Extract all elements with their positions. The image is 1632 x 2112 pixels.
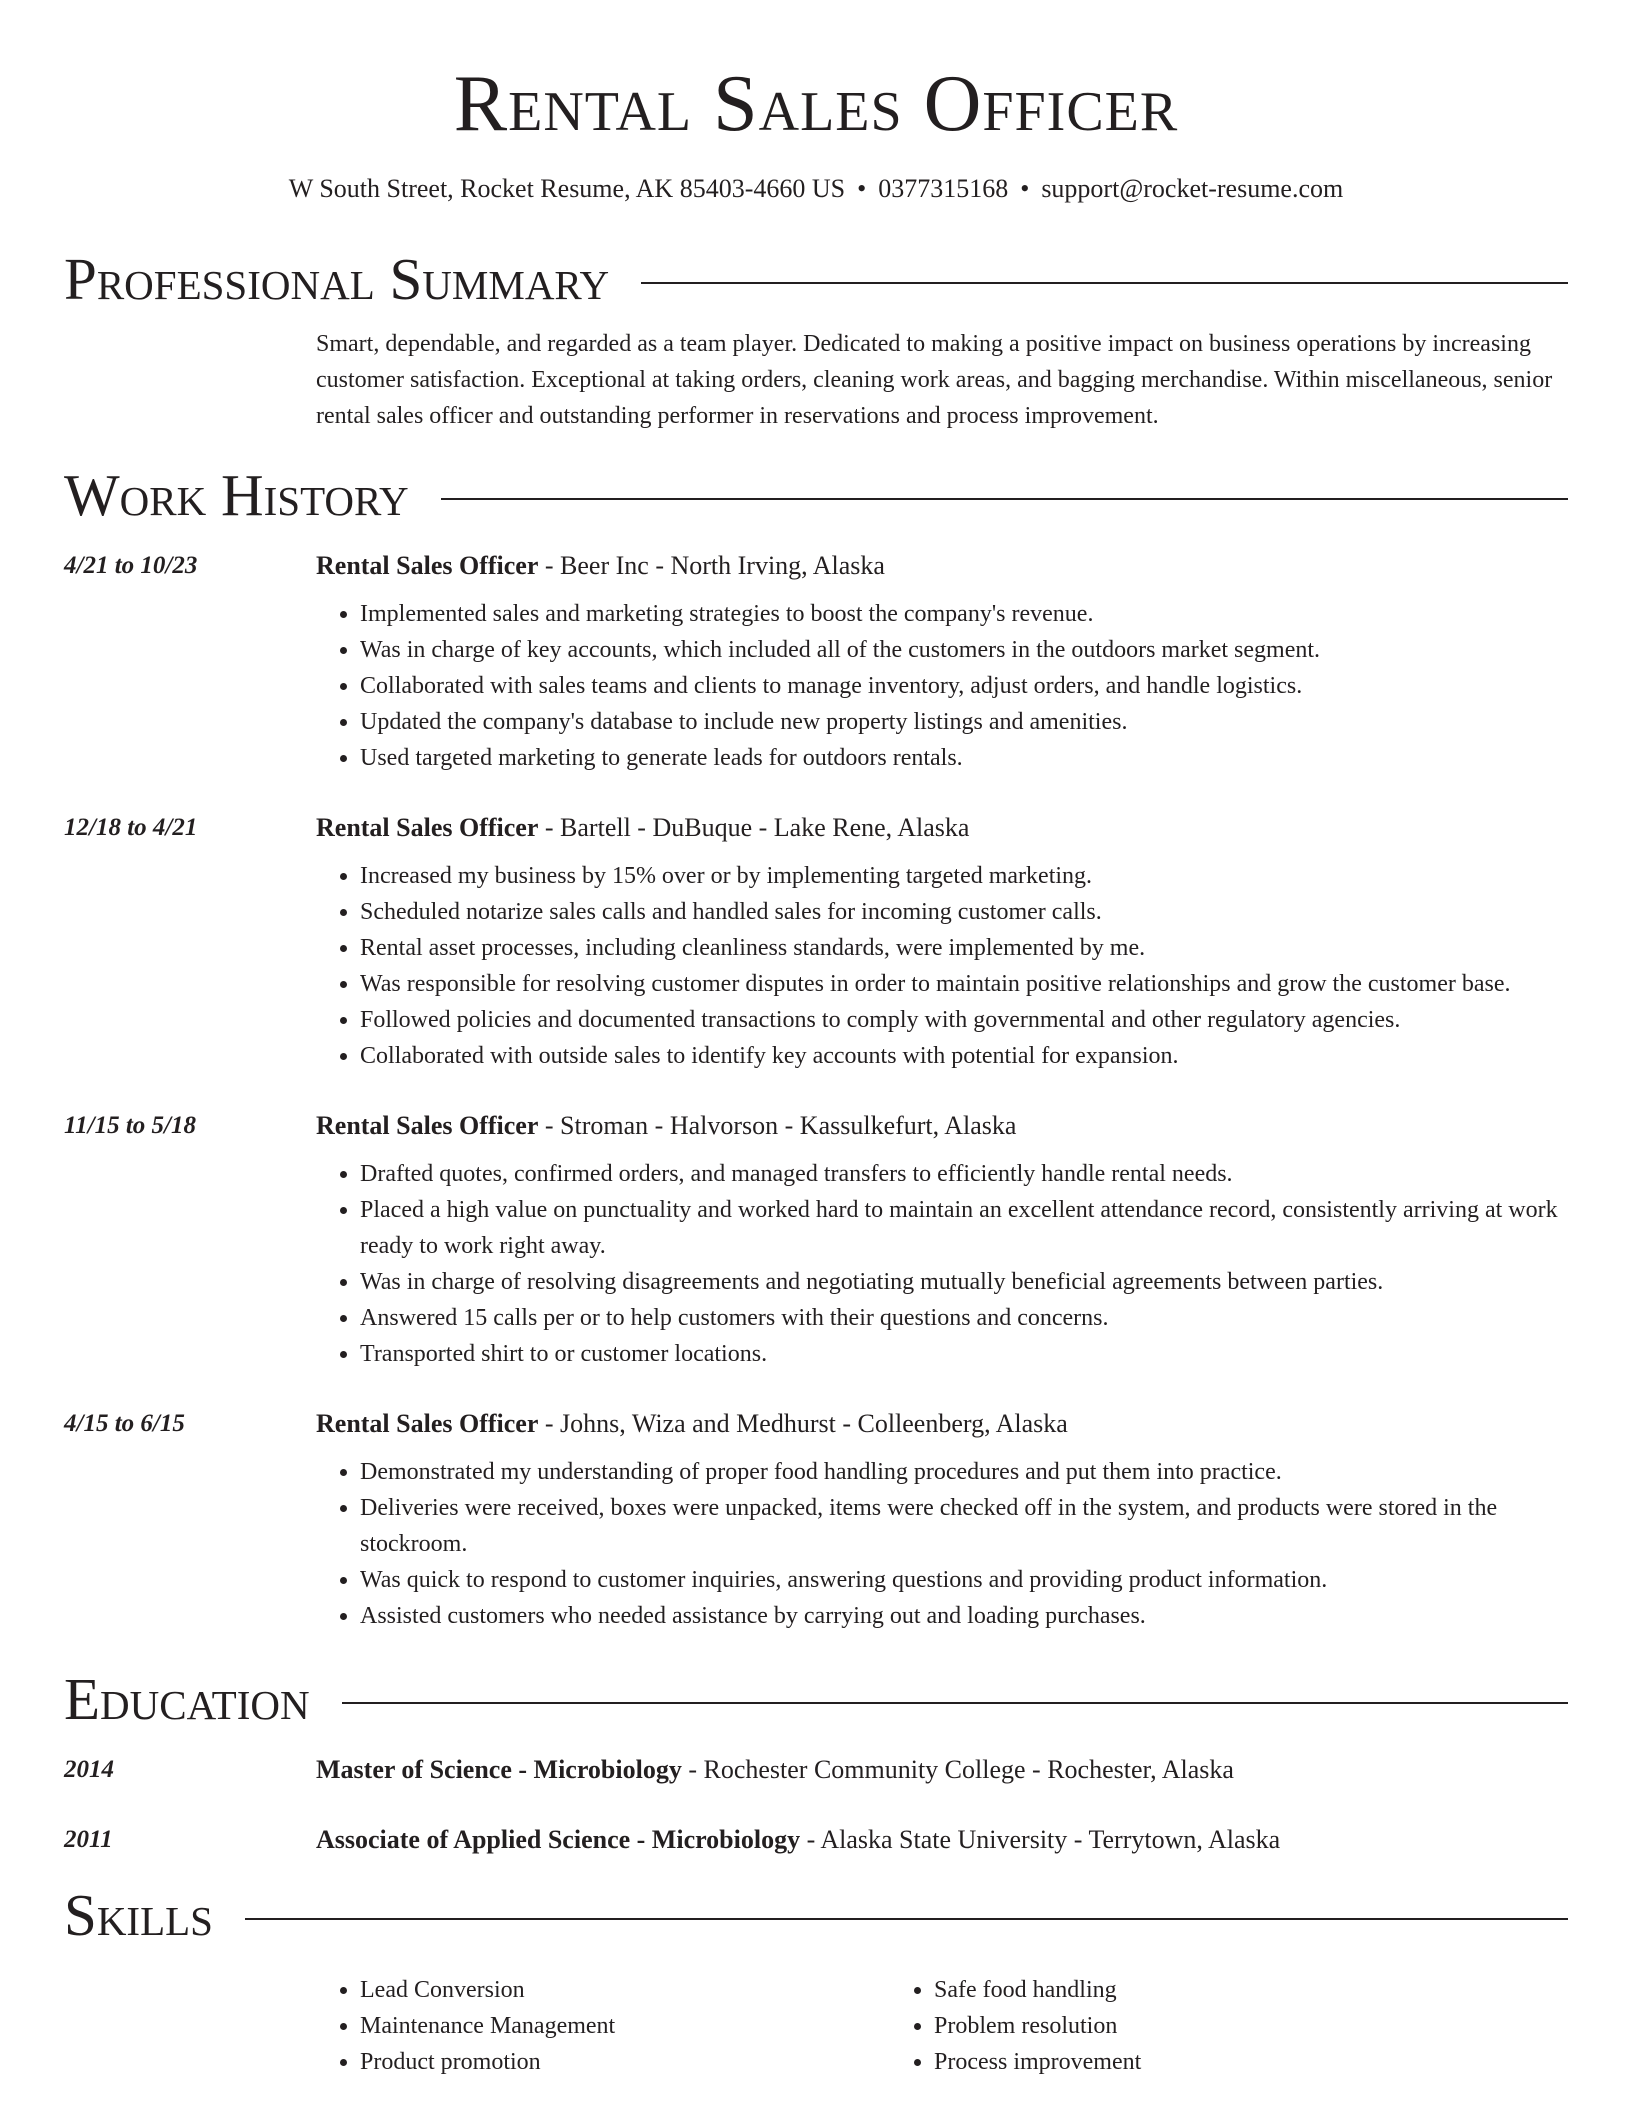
skill-item: • Product promotion: [360, 2044, 890, 2080]
section-divider: [245, 1918, 1568, 1920]
education-list: [64, 1752, 1568, 1858]
job-bullet: • Used targeted marketing to generate leads for outdoors rentals.: [360, 740, 1568, 776]
resume-name-title: Rental Sales Officer: [453, 60, 1179, 148]
education-details: - Alaska State University - Terrytown, Alaska: [800, 1825, 1281, 1854]
job-bullet: • Increased my business by 15% over or by implementing targeted marketing.: [360, 858, 1568, 894]
education-section-title: Education: [64, 1666, 310, 1732]
job-bullet: • Collaborated with sales teams and clients to manage inventory, adjust orders, and handle logistics.: [360, 668, 1568, 704]
job-dates: 4/21 to 10/23: [64, 552, 198, 579]
section-divider: [342, 1702, 1568, 1704]
job-role: Rental Sales Officer: [316, 813, 539, 842]
job-details: - Johns, Wiza and Medhurst - Colleenberg, Alaska: [538, 1409, 1068, 1438]
summary-text: Smart, dependable, and regarded as a team player. Dedicated to making a positive impact on business operations by increasing customer satisfaction. Exceptional at taking orders, cleaning work areas, and bagging merchandise. Within miscellaneous, senior rental sales officer and outstanding performer in reservations and process improvement.: [316, 331, 1553, 429]
job-bullet-list: [316, 1454, 1568, 1634]
job-bullet: • Rental asset processes, including cleanliness standards, were implemented by me.: [360, 930, 1568, 966]
job-bullet: • Drafted quotes, confirmed orders, and managed transfers to efficiently handle rental needs.: [360, 1156, 1568, 1192]
job-role: Rental Sales Officer: [316, 551, 539, 580]
skill-item: • Lead Conversion: [360, 1972, 890, 2008]
job-bullet: • Was quick to respond to customer inquiries, answering questions and providing product information.: [360, 1562, 1568, 1598]
education-year: 2011: [64, 1826, 113, 1853]
education-degree: Master of Science - Microbiology: [316, 1755, 682, 1784]
contact-separator: •: [1020, 174, 1030, 203]
contact-separator: •: [857, 174, 867, 203]
work-section-header: [64, 460, 1568, 530]
job-entry: [64, 548, 1568, 776]
job-details: - Bartell - DuBuque - Lake Rene, Alaska: [538, 813, 970, 842]
education-section-header: [64, 1664, 1568, 1734]
section-divider: [441, 498, 1568, 500]
contact-address: W South Street, Rocket Resume, AK 85403-4660 US: [288, 174, 846, 203]
job-bullet: • Was in charge of key accounts, which included all of the customers in the outdoors market segment.: [360, 632, 1568, 668]
contact-line: [64, 172, 1568, 206]
job-bullet: • Assisted customers who needed assistance by carrying out and loading purchases.: [360, 1598, 1568, 1634]
job-bullet: • Scheduled notarize sales calls and handled sales for incoming customer calls.: [360, 894, 1568, 930]
summary-section-title: Professional Summary: [64, 246, 610, 312]
job-bullet: • Transported shirt to or customer locations.: [360, 1336, 1568, 1372]
job-bullet: • Demonstrated my understanding of proper food handling procedures and put them into practice.: [360, 1454, 1568, 1490]
job-bullet: • Deliveries were received, boxes were unpacked, items were checked off in the system, and products were stored in the stockroom.: [360, 1490, 1568, 1562]
education-degree: Associate of Applied Science - Microbiology: [316, 1825, 801, 1854]
skill-item: • Problem resolution: [934, 2008, 1464, 2044]
job-details: - Beer Inc - North Irving, Alaska: [538, 551, 885, 580]
job-heading: [316, 548, 1568, 584]
education-year: 2014: [64, 1756, 114, 1783]
job-heading: [316, 810, 1568, 846]
skills-columns: [316, 1972, 1568, 2080]
job-bullet: • Placed a high value on punctuality and worked hard to maintain an excellent attendance record, consistently arriving at work ready to work right away.: [360, 1192, 1568, 1264]
job-body: [316, 548, 1568, 776]
job-bullet: • Was responsible for resolving customer disputes in order to maintain positive relationships and grow the customer base.: [360, 966, 1568, 1002]
work-history-list: [64, 548, 1568, 1634]
job-bullet: • Answered 15 calls per or to help customers with their questions and concerns.: [360, 1300, 1568, 1336]
skills-section-header: [64, 1880, 1568, 1950]
skill-item: • Process improvement: [934, 2044, 1464, 2080]
skills-list-left: [316, 1972, 890, 2080]
job-dates: 11/15 to 5/18: [64, 1112, 196, 1139]
skill-item: • Maintenance Management: [360, 2008, 890, 2044]
job-bullet: • Updated the company's database to include new property listings and amenities.: [360, 704, 1568, 740]
job-role: Rental Sales Officer: [316, 1409, 539, 1438]
education-body: [316, 1752, 1568, 1788]
job-bullet: • Collaborated with outside sales to identify key accounts with potential for expansion.: [360, 1038, 1568, 1074]
work-section-title: Work History: [64, 462, 409, 528]
job-dates: 4/15 to 6/15: [64, 1410, 185, 1437]
job-body: [316, 810, 1568, 1074]
section-divider: [641, 282, 1568, 284]
skills-list-right: [890, 1972, 1464, 2080]
job-entry: [64, 810, 1568, 1074]
job-entry: [64, 1406, 1568, 1634]
education-details: - Rochester Community College - Rochester, Alaska: [681, 1755, 1234, 1784]
contact-phone: 0377315168: [878, 174, 1009, 203]
education-entry: [64, 1822, 1568, 1858]
job-bullet-list: [316, 1156, 1568, 1372]
job-heading: [316, 1108, 1568, 1144]
job-role: Rental Sales Officer: [316, 1111, 539, 1140]
job-bullet: • Implemented sales and marketing strategies to boost the company's revenue.: [360, 596, 1568, 632]
summary-section-header: [64, 244, 1568, 314]
job-bullet-list: [316, 858, 1568, 1074]
education-heading: [316, 1822, 1568, 1858]
skill-item: • Safe food handling: [934, 1972, 1464, 2008]
job-heading: [316, 1406, 1568, 1442]
job-entry: [64, 1108, 1568, 1372]
job-details: - Stroman - Halvorson - Kassulkefurt, Alaska: [538, 1111, 1017, 1140]
job-body: [316, 1108, 1568, 1372]
skills-section-title: Skills: [64, 1882, 213, 1948]
job-dates: 12/18 to 4/21: [64, 814, 198, 841]
education-entry: [64, 1752, 1568, 1788]
education-heading: [316, 1752, 1568, 1788]
job-bullet-list: [316, 596, 1568, 776]
contact-email: support@rocket-resume.com: [1041, 174, 1344, 203]
job-body: [316, 1406, 1568, 1634]
job-bullet: • Followed policies and documented transactions to comply with governmental and other regulatory agencies.: [360, 1002, 1568, 1038]
job-bullet: • Was in charge of resolving disagreements and negotiating mutually beneficial agreements between parties.: [360, 1264, 1568, 1300]
education-body: [316, 1822, 1568, 1858]
